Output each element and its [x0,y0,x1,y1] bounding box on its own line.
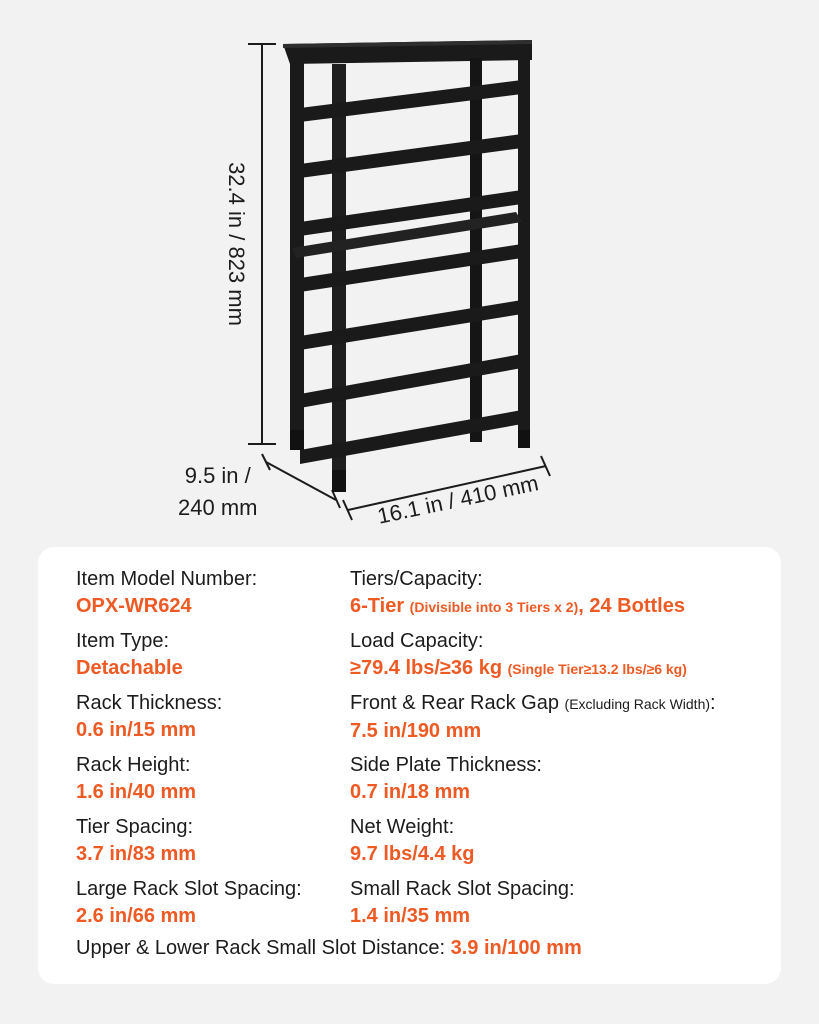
spec-value: 2.6 in/66 mm [76,905,197,927]
load-total: ≥79.4 lbs/≥36 kg [350,657,503,679]
spec-rack-thickness [76,691,222,743]
depth-line-1: 9.5 in / [184,463,251,488]
spec-value [350,655,687,682]
spec-net-weight [350,815,475,867]
rack-body [283,40,532,492]
spec-model [76,567,257,619]
spec-value: 7.5 in/190 mm [350,720,482,742]
spec-small-slot [350,877,575,929]
tiers-note: (Divisible into 3 Tiers x 2) [409,599,579,615]
spec-label: Load Capacity: [350,630,484,652]
spec-label: Large Rack Slot Spacing: [76,878,302,900]
spec-label: Rack Height: [76,754,191,776]
gap-label: Front & Rear Rack Gap [350,692,559,714]
spec-label: Item Type: [76,630,170,652]
spec-label: Net Weight: [350,816,455,838]
spec-label: Upper & Lower Rack Small Slot Distance: [76,937,446,959]
spec-label: Small Rack Slot Spacing: [350,878,575,900]
spec-type [76,629,183,681]
spec-label: Tier Spacing: [76,816,194,838]
spec-label [350,691,716,716]
spec-side-plate [350,753,542,805]
spec-slot-distance [76,937,582,960]
spec-label: Item Model Number: [76,568,258,590]
spec-value: 0.6 in/15 mm [76,719,197,741]
gap-colon: : [710,692,716,714]
spec-label: Rack Thickness: [76,692,223,714]
spec-value: 0.7 in/18 mm [350,781,471,803]
spec-value: 1.4 in/35 mm [350,905,471,927]
spec-tier-spacing [76,815,196,867]
spec-load [350,629,687,682]
spec-gap [350,691,716,744]
spec-value: 1.6 in/40 mm [76,781,197,803]
tiers-count: 6-Tier [350,595,405,617]
spec-value: 9.7 lbs/4.4 kg [350,843,475,865]
spec-label: Side Plate Thickness: [350,754,542,776]
spec-value: Detachable [76,657,183,679]
spec-value: 3.9 in/100 mm [450,937,582,959]
spec-large-slot [76,877,302,929]
width-dimension: 16.1 in / 410 mm [375,470,541,529]
spec-rack-height [76,753,196,805]
spec-value [350,593,685,620]
spec-value: OPX-WR624 [76,595,192,617]
spec-label: Tiers/Capacity: [350,568,483,590]
height-dimension: 32.4 in / 823 mm [224,162,249,326]
load-note: (Single Tier≥13.2 lbs/≥6 kg) [507,661,687,677]
depth-line-2: 240 mm [178,495,258,520]
depth-dimension [178,460,257,524]
spec-value: 3.7 in/83 mm [76,843,197,865]
gap-note: (Excluding Rack Width) [564,696,711,712]
specs-card [38,547,781,984]
spec-tiers [350,567,685,620]
tiers-bottles: , 24 Bottles [578,595,685,617]
